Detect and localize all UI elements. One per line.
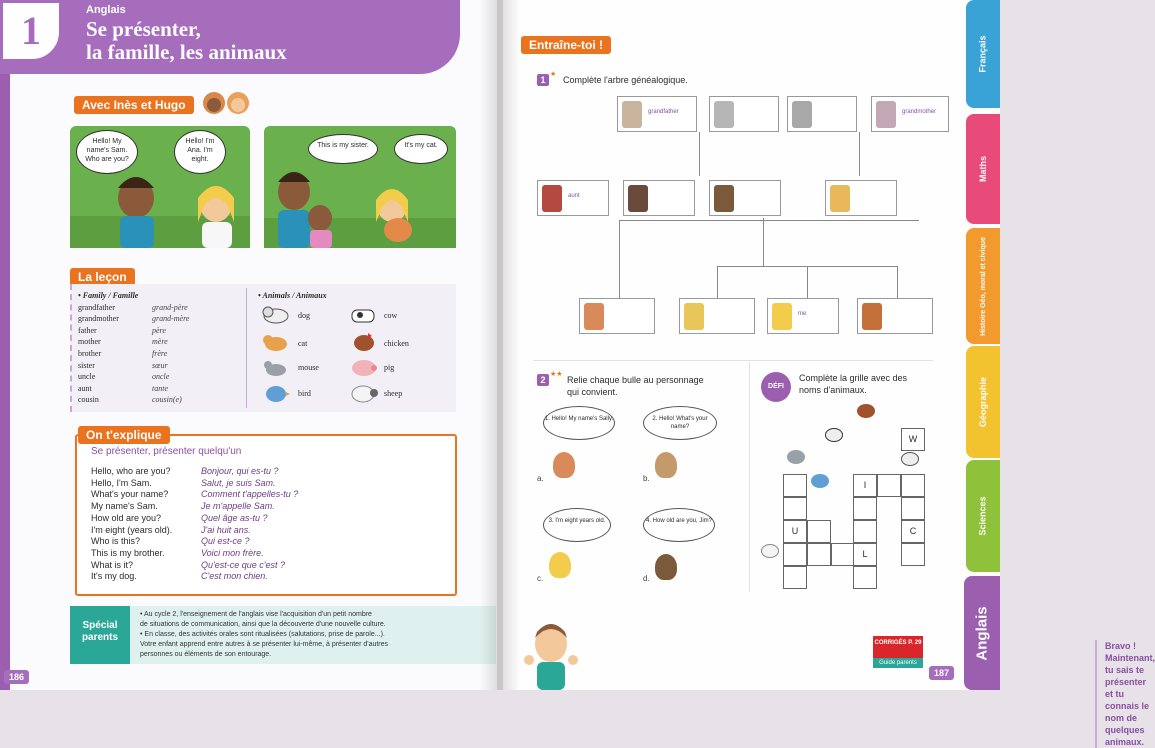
special-line: • En classe, des activités orales sont ritualisées (salutations, prise de parole...).	[140, 631, 385, 638]
family-english-column	[78, 290, 148, 406]
grid-cell[interactable]	[783, 474, 807, 497]
girl-avatar-icon[interactable]	[655, 452, 677, 478]
grandmother-avatar-icon	[714, 101, 734, 128]
grid-cell[interactable]	[807, 520, 831, 543]
tab-geographie[interactable]	[966, 346, 1000, 458]
speech-bubble[interactable]: 3. I'm eight years old.	[543, 508, 611, 542]
word: cousin	[78, 395, 99, 405]
tree-box-mother[interactable]	[825, 180, 897, 216]
exercise-1-instruction: Complète l'arbre généalogique.	[563, 75, 688, 85]
sentence: Hello, who are you?	[91, 466, 171, 476]
special-parents-text	[130, 606, 496, 664]
corriges-badge[interactable]: CORRIGÉS P. 29	[873, 636, 923, 658]
grandfather-avatar-icon	[622, 101, 642, 128]
instruction-line: qui convient.	[567, 387, 618, 397]
tab-label: Français	[978, 35, 988, 73]
tab-anglais[interactable]	[964, 576, 1000, 690]
tree-line	[619, 220, 620, 300]
tab-label: Sciences	[978, 496, 988, 536]
animals-heading: • Animals / Animaux	[258, 291, 327, 300]
subject-tabs	[964, 0, 1000, 690]
tab-histoire[interactable]	[966, 228, 1000, 344]
word: mère	[152, 337, 168, 347]
sentence: How old are you?	[91, 512, 162, 523]
expl-english-column	[91, 466, 201, 583]
mother-avatar-icon	[830, 185, 850, 212]
grid-cell[interactable]	[901, 497, 925, 520]
sentence: J'ai huit ans.	[201, 524, 251, 535]
grid-cell[interactable]: C	[901, 520, 925, 543]
grid-cell[interactable]: W	[901, 428, 925, 451]
expl-box	[75, 434, 457, 596]
special-line: • Au cycle 2, l'enseignement de l'anglais vise l'acquisition d'un petit nombre	[140, 611, 372, 618]
tab-label: Histoire Géo, moral et civique	[979, 236, 987, 336]
bird-icon	[262, 382, 290, 409]
comic-panel-2	[264, 126, 456, 248]
animal-label: dog	[298, 311, 310, 320]
tab-label: Géographie	[978, 376, 989, 428]
lecon-box	[70, 284, 456, 412]
sentence: Voici mon frère.	[201, 547, 264, 558]
sheep-icon	[348, 382, 380, 409]
word: sœur	[152, 360, 168, 370]
animal-label: sheep	[384, 389, 403, 398]
tree-line	[807, 266, 808, 298]
grid-cell[interactable]	[783, 497, 807, 520]
sentence: I'm eight (years old).	[91, 524, 173, 535]
grandfather-avatar-icon	[792, 101, 812, 128]
tab-maths[interactable]	[966, 114, 1000, 224]
word: uncle	[78, 372, 96, 382]
title-line-1: Se présenter,	[86, 17, 201, 41]
special-line: de situations de communication, ainsi que la découverte d'une nouvelle culture.	[140, 621, 386, 628]
chicken-icon	[348, 330, 380, 357]
instruction-line: noms d'animaux.	[799, 385, 867, 395]
tree-box-label: me	[798, 311, 807, 317]
expl-tag: On t'explique	[78, 426, 170, 444]
lesson-header	[0, 0, 460, 74]
comic-panel-1	[70, 126, 250, 248]
animal-label: cat	[298, 339, 308, 348]
lecon-tag: La leçon	[70, 268, 135, 286]
grid-cell[interactable]	[783, 543, 807, 566]
tree-box-father[interactable]	[709, 180, 781, 216]
tree-box-uncle[interactable]	[623, 180, 695, 216]
cousin-avatar-icon	[584, 303, 604, 330]
letter-label: d.	[643, 574, 650, 583]
speech-bubble[interactable]: 4. How old are you, Jim?	[643, 508, 715, 542]
exercise-1-number: 1	[537, 74, 549, 86]
tab-label: Anglais	[973, 605, 991, 661]
word: grandfather	[78, 302, 115, 312]
sheep-icon	[761, 544, 779, 558]
tree-box-sister[interactable]	[679, 298, 755, 334]
grid-cell[interactable]	[853, 520, 877, 543]
word: cousin(e)	[152, 395, 182, 405]
tree-line	[763, 218, 764, 266]
special-line: Votre enfant apprend entre autres à se présenter lui-même, à présenter d'autres	[140, 641, 389, 648]
page-number-right: 187	[929, 666, 954, 680]
instruction-line: Complète la grille avec des	[799, 373, 908, 383]
word: aunt	[78, 383, 92, 393]
chicken-icon	[857, 404, 875, 418]
tree-box-grandfather[interactable]	[617, 96, 697, 132]
sentence: Hello, I'm Sam.	[91, 477, 152, 488]
sentence: Salut, je suis Sam.	[201, 477, 276, 488]
tree-box-label: grandfather	[648, 109, 679, 115]
animals-heading-wrap	[258, 290, 458, 302]
bravo-message	[1095, 640, 1155, 748]
tree-box-aunt[interactable]	[537, 180, 609, 216]
cat-icon	[262, 332, 290, 357]
comic-bubble: Hello! I'm Ana. I'm eight.	[174, 130, 226, 174]
tree-box-brother[interactable]	[857, 298, 933, 334]
comic-tag: Avec Inès et Hugo	[74, 96, 194, 114]
grid-cell[interactable]	[877, 474, 901, 497]
grid-cell[interactable]: L	[853, 543, 877, 566]
sentence: C'est mon chien.	[201, 571, 268, 582]
grid-cell[interactable]: U	[783, 520, 807, 543]
pig-icon	[348, 356, 380, 383]
defi-badge: DÉFI	[761, 372, 791, 402]
word: père	[152, 325, 166, 335]
grid-cell[interactable]	[783, 566, 807, 589]
sentence: Je m'appelle Sam.	[201, 501, 275, 512]
family-french-column	[152, 302, 232, 406]
animal-label: pig	[384, 363, 395, 372]
grandmother-avatar-icon	[876, 101, 896, 128]
instruction-line: Relie chaque bulle au personnage	[567, 375, 704, 385]
lecon-divider	[246, 288, 247, 408]
difficulty-star-icon: ★★	[550, 371, 563, 378]
word: grand-père	[152, 302, 188, 312]
tree-box-grandfather-2[interactable]	[787, 96, 857, 132]
word: mother	[78, 337, 101, 347]
grid-cell[interactable]: I	[853, 474, 877, 497]
tree-box-grandmother[interactable]	[871, 96, 949, 132]
letter-label: b.	[643, 474, 650, 483]
exercise-2-number: 2	[537, 374, 549, 386]
bravo-line: Bravo ! Maintenant, tu sais te présenter	[1105, 641, 1155, 687]
tree-box-label: grandmother	[902, 109, 937, 115]
word: father	[78, 325, 97, 335]
grid-cell[interactable]	[901, 543, 925, 566]
tab-francais[interactable]	[966, 0, 1000, 108]
tree-line	[699, 132, 700, 176]
cow-icon	[348, 304, 380, 331]
letter-label: a.	[537, 474, 544, 483]
sentence: Bonjour, qui es-tu ?	[201, 466, 279, 476]
grid-cell[interactable]	[831, 543, 855, 566]
tree-box-cousin[interactable]	[579, 298, 655, 334]
sentence: Comment t'appelles-tu ?	[201, 489, 299, 500]
tree-line	[717, 266, 718, 298]
section-divider	[533, 360, 933, 361]
tree-line	[619, 220, 919, 221]
grid-cell[interactable]	[853, 497, 877, 520]
subject-label: Anglais	[86, 4, 126, 16]
sentence: What is it?	[91, 559, 134, 570]
title-line-2: la famille, les animaux	[86, 40, 287, 64]
aunt-avatar-icon	[542, 185, 562, 212]
sentence: What's your name?	[91, 489, 169, 500]
exercise-3-instruction	[799, 372, 949, 396]
sentence: It's my dog.	[91, 571, 137, 582]
word: oncle	[152, 372, 170, 382]
animal-label: bird	[298, 389, 311, 398]
difficulty-star-icon: ★	[550, 71, 557, 78]
special-line: personnes ou éléments de son entourage.	[140, 651, 272, 658]
lesson-number: 1	[0, 0, 62, 62]
section-divider	[749, 362, 750, 592]
sentence: Who is this?	[91, 536, 141, 547]
animal-label: cow	[384, 311, 398, 320]
entraine-toi-tag: Entraîne-toi !	[521, 36, 611, 54]
page-number-left: 186	[4, 670, 29, 684]
letter-label: c.	[537, 574, 544, 583]
tree-line	[897, 266, 898, 298]
girl-mascot-icon	[521, 614, 581, 690]
lesson-title	[86, 18, 386, 64]
sentence: My name's Sam.	[91, 501, 158, 512]
uncle-avatar-icon	[628, 185, 648, 212]
bird-icon	[811, 474, 829, 488]
left-color-strip	[0, 60, 10, 690]
me-avatar-icon	[772, 303, 792, 330]
exercise-2-instruction	[567, 374, 737, 398]
animal-label: chicken	[384, 339, 409, 348]
girl-avatar-icon[interactable]	[549, 552, 571, 578]
guide-parents-label: Guide parents	[873, 658, 923, 668]
father-avatar-icon	[714, 185, 734, 212]
tab-label: Maths	[977, 155, 988, 183]
grid-cell[interactable]	[807, 543, 831, 566]
comic-bubble: It's my cat.	[394, 134, 448, 164]
special-parents-label	[70, 606, 130, 664]
ines-hugo-icon	[202, 90, 250, 116]
word: grandmother	[78, 314, 119, 324]
sentence: This is my brother.	[91, 547, 165, 558]
expl-french-column	[201, 466, 331, 583]
bravo-line: et tu connais le nom de quelques animaux.	[1105, 689, 1150, 747]
special-label-2: parents	[81, 632, 119, 643]
sentence: Qui est-ce ?	[201, 536, 250, 547]
brother-avatar-icon	[862, 303, 882, 330]
expl-heading: Se présenter, présenter quelqu'un	[91, 446, 242, 457]
right-page	[503, 0, 1155, 747]
grid-cell[interactable]	[901, 474, 925, 497]
sister-avatar-icon	[684, 303, 704, 330]
word: tante	[152, 383, 168, 393]
word: grand-mère	[152, 314, 190, 324]
boy-avatar-icon[interactable]	[553, 452, 575, 478]
dog-icon	[901, 452, 919, 466]
tree-box-label: aunt	[568, 193, 580, 199]
word: frère	[152, 348, 168, 358]
speech-bubble[interactable]: 1. Hello! My name's Sally.	[543, 406, 615, 440]
family-heading: • Family / Famille	[78, 291, 139, 300]
word: brother	[78, 348, 102, 358]
dog-icon	[262, 304, 290, 329]
tab-sciences[interactable]	[966, 460, 1000, 572]
tree-box-grandmother-2[interactable]	[709, 96, 779, 132]
speech-bubble[interactable]: 2. Hello! What's your name?	[643, 406, 717, 440]
book-gutter	[480, 0, 520, 690]
boy-avatar-icon[interactable]	[655, 554, 677, 580]
mouse-icon	[262, 358, 290, 383]
cow-icon	[825, 428, 843, 442]
comic-bubble: Hello! My name's Sam. Who are you?	[76, 130, 138, 174]
word: sister	[78, 360, 95, 370]
grid-cell[interactable]	[853, 566, 877, 589]
tree-box-me[interactable]	[767, 298, 839, 334]
sentence: Qu'est-ce que c'est ?	[201, 559, 285, 570]
sentence: Quel âge as-tu ?	[201, 512, 268, 523]
mouse-icon	[787, 450, 805, 464]
special-label-1: Spécial	[82, 620, 118, 631]
animal-label: mouse	[298, 363, 319, 372]
comic-bubble: This is my sister.	[308, 134, 378, 164]
tree-line	[859, 132, 860, 176]
left-page	[0, 0, 497, 690]
